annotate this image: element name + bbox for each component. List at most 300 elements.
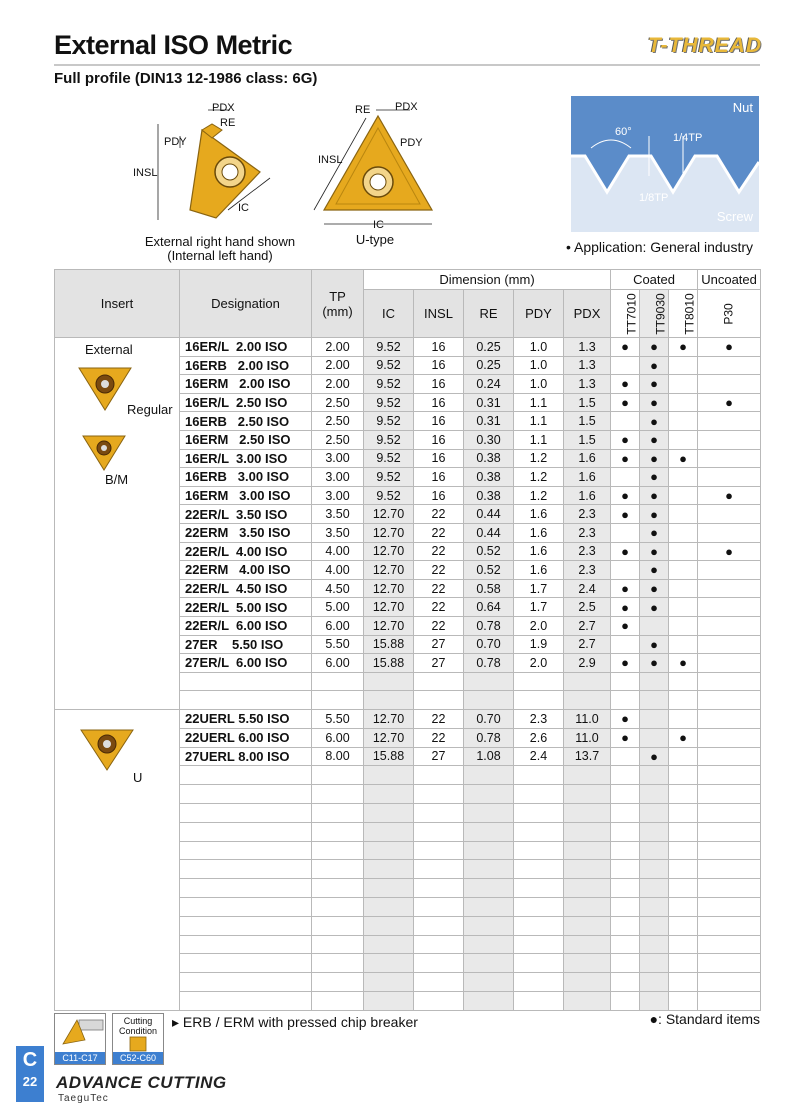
tp-cell: 2.50 (312, 393, 364, 412)
grade-availability-cell: ● (640, 393, 669, 412)
pdy-cell: 1.0 (514, 356, 564, 375)
bm-label: B/M (105, 472, 129, 487)
designation-cell (180, 916, 312, 935)
tp-cell (312, 973, 364, 992)
col-insl: INSL (414, 290, 464, 338)
pdx-cell: 1.6 (564, 486, 611, 505)
grade-availability-cell (611, 785, 640, 804)
grade-availability-cell: ● (611, 709, 640, 728)
designation-cell (180, 672, 312, 691)
grade-availability-cell: ● (611, 598, 640, 617)
designation-cell: 22ERM 3.50 ISO (180, 523, 312, 542)
designation-cell: 22UERL 5.50 ISO (180, 709, 312, 728)
grade-availability-cell (698, 654, 761, 673)
designation-cell (180, 803, 312, 822)
grade-availability-cell (611, 356, 640, 375)
insl-cell (414, 860, 464, 879)
pdx-cell (564, 841, 611, 860)
insl-cell: 22 (414, 505, 464, 524)
grade-availability-cell: ● (611, 542, 640, 561)
pdx-cell: 2.7 (564, 616, 611, 635)
re-cell: 0.52 (464, 561, 514, 580)
re-cell (464, 822, 514, 841)
grade-availability-cell (698, 954, 761, 973)
re-cell (464, 898, 514, 917)
tp-unit: (mm) (322, 303, 353, 319)
pdx-cell (564, 803, 611, 822)
pdx-cell: 1.3 (564, 356, 611, 375)
designation-cell: 16ERM 3.00 ISO (180, 486, 312, 505)
pdy-cell: 1.2 (514, 468, 564, 487)
pdy-cell: 2.4 (514, 747, 564, 766)
grade-availability-cell: ● (611, 449, 640, 468)
pdy-cell (514, 803, 564, 822)
grade-availability-cell: ● (669, 449, 698, 468)
pdx-cell (564, 879, 611, 898)
pdy-cell (514, 935, 564, 954)
pdy-cell (514, 954, 564, 973)
re-cell: 0.24 (464, 375, 514, 394)
ic-cell: 12.70 (364, 542, 414, 561)
tp-cell: 5.00 (312, 598, 364, 617)
re-cell: 0.58 (464, 579, 514, 598)
grade-availability-cell (669, 973, 698, 992)
tp-cell (312, 691, 364, 710)
designation-cell: 16ER/L 2.50 ISO (180, 393, 312, 412)
tp-cell: 2.00 (312, 356, 364, 375)
pdy-cell: 2.3 (514, 709, 564, 728)
re-cell: 0.25 (464, 356, 514, 375)
grade-availability-cell (669, 598, 698, 617)
ic-cell (364, 916, 414, 935)
grade-availability-cell (669, 785, 698, 804)
u-type-insert-icon (77, 726, 137, 774)
pdx-cell (564, 898, 611, 917)
grade-availability-cell (640, 992, 669, 1011)
grade-availability-cell (669, 356, 698, 375)
grade-availability-cell (611, 935, 640, 954)
pdy-cell (514, 860, 564, 879)
designation-cell: 22UERL 6.00 ISO (180, 728, 312, 747)
insl-cell: 16 (414, 486, 464, 505)
re-cell: 0.52 (464, 542, 514, 561)
ic-cell: 12.70 (364, 523, 414, 542)
insert-spec-table (54, 269, 761, 1011)
col-insert: Insert (55, 270, 180, 338)
grade-availability-cell (669, 954, 698, 973)
pdy-cell: 2.0 (514, 654, 564, 673)
grade-availability-cell (669, 635, 698, 654)
designation-cell (180, 822, 312, 841)
grade-availability-cell: ● (669, 654, 698, 673)
left-diagram-caption (130, 235, 310, 263)
designation-cell (180, 973, 312, 992)
grade-availability-cell (669, 412, 698, 431)
tp-cell: 6.00 (312, 616, 364, 635)
grade-availability-cell: ● (640, 505, 669, 524)
insl-cell: 16 (414, 338, 464, 357)
grade-availability-cell (640, 803, 669, 822)
designation-cell: 16ERB 3.00 ISO (180, 468, 312, 487)
grade-availability-cell (669, 860, 698, 879)
bm-insert-icon (79, 430, 129, 474)
col-tp (312, 270, 364, 338)
ic-cell (364, 766, 414, 785)
page-subtitle: Full profile (DIN13 12-1986 class: 6G) (54, 70, 318, 87)
tp-cell (312, 803, 364, 822)
tp-cell: 3.00 (312, 468, 364, 487)
grade-availability-cell (611, 916, 640, 935)
designation-cell: 22ER/L 5.00 ISO (180, 598, 312, 617)
ic-cell: 12.70 (364, 561, 414, 580)
ic-cell: 9.52 (364, 356, 414, 375)
grade-availability-cell: ● (698, 486, 761, 505)
designation-cell: 27ER/L 6.00 ISO (180, 654, 312, 673)
re-cell (464, 935, 514, 954)
grade-availability-cell: ● (640, 486, 669, 505)
grade-availability-cell (611, 822, 640, 841)
tp-cell: 2.50 (312, 412, 364, 431)
grade-availability-cell (698, 468, 761, 487)
angle-label: 60° (615, 126, 632, 138)
ic-cell: 12.70 (364, 709, 414, 728)
grade-availability-cell: ● (640, 635, 669, 654)
grade-availability-cell: ● (611, 728, 640, 747)
ic-cell (364, 672, 414, 691)
insert-image-cell (55, 709, 180, 1010)
pdx-cell: 2.5 (564, 598, 611, 617)
re-cell: 0.38 (464, 468, 514, 487)
cutting-condition-link[interactable] (112, 1013, 164, 1065)
grade-availability-cell (611, 973, 640, 992)
ic-cell (364, 860, 414, 879)
pdy-cell (514, 898, 564, 917)
re-cell: 0.78 (464, 616, 514, 635)
grade-availability-cell (669, 916, 698, 935)
insl-cell: 22 (414, 542, 464, 561)
re-cell (464, 879, 514, 898)
screw-label: Screw (716, 209, 753, 224)
designation-cell: 22ERM 4.00 ISO (180, 561, 312, 580)
re-cell (464, 916, 514, 935)
grade-availability-cell: ● (640, 654, 669, 673)
pdy-cell: 1.7 (514, 579, 564, 598)
thread-profile-diagram (571, 96, 759, 232)
re-cell: 0.78 (464, 728, 514, 747)
tp-cell (312, 935, 364, 954)
insl-cell: 22 (414, 523, 464, 542)
insl-cell (414, 766, 464, 785)
pdy-cell (514, 785, 564, 804)
pdx-cell (564, 935, 611, 954)
ic-cell (364, 879, 414, 898)
caption-line-2: (Internal left hand) (167, 248, 273, 263)
grade-availability-cell (611, 879, 640, 898)
grade-label: TT7010 (624, 293, 639, 335)
pdy-cell (514, 672, 564, 691)
designation-cell: 27UERL 8.00 ISO (180, 747, 312, 766)
pdy-cell: 1.1 (514, 412, 564, 431)
pdy-cell: 1.1 (514, 430, 564, 449)
pdy-cell: 1.6 (514, 542, 564, 561)
pdx-cell: 1.5 (564, 412, 611, 431)
insl-cell (414, 785, 464, 804)
insl-cell: 22 (414, 561, 464, 580)
grade-availability-cell (669, 561, 698, 580)
grade-availability-cell (698, 747, 761, 766)
grade-label: TT9030 (653, 293, 668, 335)
u-label: U (133, 769, 143, 785)
grade-availability-cell: ● (698, 393, 761, 412)
pdx-cell (564, 992, 611, 1011)
re-cell (464, 992, 514, 1011)
grade-availability-cell (640, 973, 669, 992)
pdx-cell (564, 766, 611, 785)
turning-tools-link[interactable] (54, 1013, 106, 1065)
re-cell (464, 803, 514, 822)
pdx-cell (564, 691, 611, 710)
grade-availability-cell (611, 672, 640, 691)
grade-availability-cell: ● (611, 505, 640, 524)
pdy-cell (514, 992, 564, 1011)
grade-availability-cell (611, 803, 640, 822)
re-cell (464, 785, 514, 804)
re-cell (464, 954, 514, 973)
insl-cell (414, 841, 464, 860)
pdx-cell (564, 916, 611, 935)
pdy-cell: 1.1 (514, 393, 564, 412)
insl-cell: 22 (414, 616, 464, 635)
grade-availability-cell (698, 935, 761, 954)
grade-availability-cell (698, 430, 761, 449)
grade-availability-cell (669, 616, 698, 635)
grade-availability-cell (698, 879, 761, 898)
pdy-cell (514, 766, 564, 785)
pdx-cell: 1.3 (564, 375, 611, 394)
grade-availability-cell (698, 728, 761, 747)
designation-cell: 16ER/L 2.00 ISO (180, 338, 312, 357)
pdx-cell: 2.3 (564, 505, 611, 524)
re-cell: 0.78 (464, 654, 514, 673)
grade-availability-cell (611, 766, 640, 785)
insl-cell (414, 691, 464, 710)
pdy-cell (514, 879, 564, 898)
designation-cell: 22ER/L 6.00 ISO (180, 616, 312, 635)
grade-availability-cell (640, 822, 669, 841)
tp-cell: 5.50 (312, 635, 364, 654)
pdx-cell: 13.7 (564, 747, 611, 766)
grade-availability-cell (611, 992, 640, 1011)
grade-availability-cell (698, 803, 761, 822)
grade-availability-cell (698, 766, 761, 785)
insl-cell (414, 935, 464, 954)
grade-availability-cell (698, 356, 761, 375)
pdx-cell (564, 822, 611, 841)
col-coated: Coated (611, 270, 698, 290)
ic-cell: 12.70 (364, 505, 414, 524)
grade-availability-cell (698, 523, 761, 542)
grade-availability-cell (669, 691, 698, 710)
grade-availability-cell (669, 822, 698, 841)
re-cell (464, 973, 514, 992)
label-re-u: RE (355, 104, 371, 116)
designation-cell: 16ERB 2.50 ISO (180, 412, 312, 431)
pdy-cell: 1.9 (514, 635, 564, 654)
re-cell (464, 860, 514, 879)
grade-availability-cell: ● (640, 375, 669, 394)
regular-insert-icon (75, 362, 135, 414)
grade-availability-cell: ● (640, 523, 669, 542)
ic-cell: 9.52 (364, 449, 414, 468)
grade-availability-cell (698, 860, 761, 879)
grade-availability-cell (698, 672, 761, 691)
tp-cell: 6.00 (312, 728, 364, 747)
book-icon (113, 1036, 163, 1052)
section-letter: C (22, 1049, 38, 1071)
pdy-cell (514, 916, 564, 935)
designation-cell: 27ER 5.50 ISO (180, 635, 312, 654)
grade-availability-cell (698, 579, 761, 598)
grade-availability-cell (698, 916, 761, 935)
u-type-caption: U-type (355, 232, 395, 247)
col-pdy: PDY (514, 290, 564, 338)
re-cell: 0.25 (464, 338, 514, 357)
label-ic: IC (238, 202, 249, 214)
col-dimension: Dimension (mm) (364, 270, 611, 290)
grade-availability-cell: ● (669, 728, 698, 747)
designation-cell (180, 935, 312, 954)
ic-cell (364, 785, 414, 804)
grade-availability-cell (698, 375, 761, 394)
re-cell: 0.70 (464, 635, 514, 654)
ic-cell: 12.70 (364, 598, 414, 617)
col-uncoated: Uncoated (698, 270, 761, 290)
grade-availability-cell (698, 635, 761, 654)
insl-cell (414, 954, 464, 973)
tp-cell: 3.00 (312, 449, 364, 468)
ic-cell: 9.52 (364, 468, 414, 487)
grade-availability-cell (669, 375, 698, 394)
pdx-cell: 2.4 (564, 579, 611, 598)
grade-availability-cell (698, 561, 761, 580)
ic-cell (364, 898, 414, 917)
turning-tools-tag: C11-C17 (55, 1052, 105, 1064)
grade-availability-cell (611, 954, 640, 973)
grade-availability-cell (669, 803, 698, 822)
table-row (55, 338, 761, 357)
grade-availability-cell (611, 412, 640, 431)
tp-cell (312, 785, 364, 804)
grade-availability-cell (698, 691, 761, 710)
grade-availability-cell (698, 992, 761, 1011)
insl-cell: 16 (414, 412, 464, 431)
tp-cell (312, 766, 364, 785)
insl-cell (414, 822, 464, 841)
ic-cell: 9.52 (364, 412, 414, 431)
label-insl-u: INSL (318, 154, 343, 166)
re-cell: 1.08 (464, 747, 514, 766)
pdx-cell (564, 785, 611, 804)
grade-availability-cell (698, 841, 761, 860)
grade-availability-cell (669, 468, 698, 487)
pdy-cell: 2.0 (514, 616, 564, 635)
grade-availability-cell: ● (640, 561, 669, 580)
grade-availability-cell: ● (669, 338, 698, 357)
ic-cell: 15.88 (364, 654, 414, 673)
col-grade-tt9030 (640, 290, 669, 338)
grade-availability-cell (669, 747, 698, 766)
grade-label: TT8010 (682, 293, 697, 335)
grade-availability-cell (611, 523, 640, 542)
grade-label: P30 (722, 303, 737, 325)
grade-availability-cell (698, 412, 761, 431)
insl-cell: 16 (414, 430, 464, 449)
col-pdx: PDX (564, 290, 611, 338)
grade-availability-cell (640, 672, 669, 691)
label-ic-u: IC (373, 219, 384, 231)
tp-cell (312, 879, 364, 898)
insl-cell (414, 973, 464, 992)
insl-cell: 16 (414, 393, 464, 412)
pdx-cell (564, 860, 611, 879)
tp-cell (312, 822, 364, 841)
grade-availability-cell (640, 691, 669, 710)
grade-availability-cell (640, 766, 669, 785)
re-cell: 0.44 (464, 523, 514, 542)
designation-cell (180, 898, 312, 917)
caption-line-1: External right hand shown (144, 234, 296, 249)
grade-availability-cell (669, 879, 698, 898)
grade-availability-cell: ● (611, 486, 640, 505)
grade-availability-cell (640, 728, 669, 747)
tp-cell (312, 916, 364, 935)
grade-availability-cell: ● (640, 412, 669, 431)
designation-cell (180, 766, 312, 785)
ic-cell: 9.52 (364, 430, 414, 449)
re-cell (464, 766, 514, 785)
grade-availability-cell: ● (640, 542, 669, 561)
pdx-cell: 1.5 (564, 430, 611, 449)
tp-cell (312, 841, 364, 860)
ic-cell (364, 973, 414, 992)
grade-availability-cell (611, 691, 640, 710)
cutting-condition-tag: C52-C60 (113, 1052, 163, 1064)
designation-cell (180, 785, 312, 804)
pdy-cell (514, 691, 564, 710)
grade-availability-cell (611, 841, 640, 860)
chip-breaker-note: ▸ ERB / ERM with pressed chip breaker (172, 1014, 418, 1030)
designation-cell (180, 954, 312, 973)
ic-cell: 12.70 (364, 616, 414, 635)
grade-availability-cell (669, 579, 698, 598)
designation-cell (180, 691, 312, 710)
pdx-cell: 2.9 (564, 654, 611, 673)
re-cell: 0.30 (464, 430, 514, 449)
pdx-cell: 2.3 (564, 542, 611, 561)
grade-availability-cell (640, 935, 669, 954)
pdy-cell: 1.6 (514, 505, 564, 524)
grade-availability-cell: ● (640, 747, 669, 766)
pdy-cell: 1.6 (514, 561, 564, 580)
re-cell (464, 841, 514, 860)
grade-availability-cell (669, 393, 698, 412)
re-cell: 0.38 (464, 486, 514, 505)
grade-availability-cell (640, 709, 669, 728)
grade-availability-cell (669, 935, 698, 954)
pdx-cell: 2.7 (564, 635, 611, 654)
grade-availability-cell (640, 916, 669, 935)
insl-cell (414, 879, 464, 898)
